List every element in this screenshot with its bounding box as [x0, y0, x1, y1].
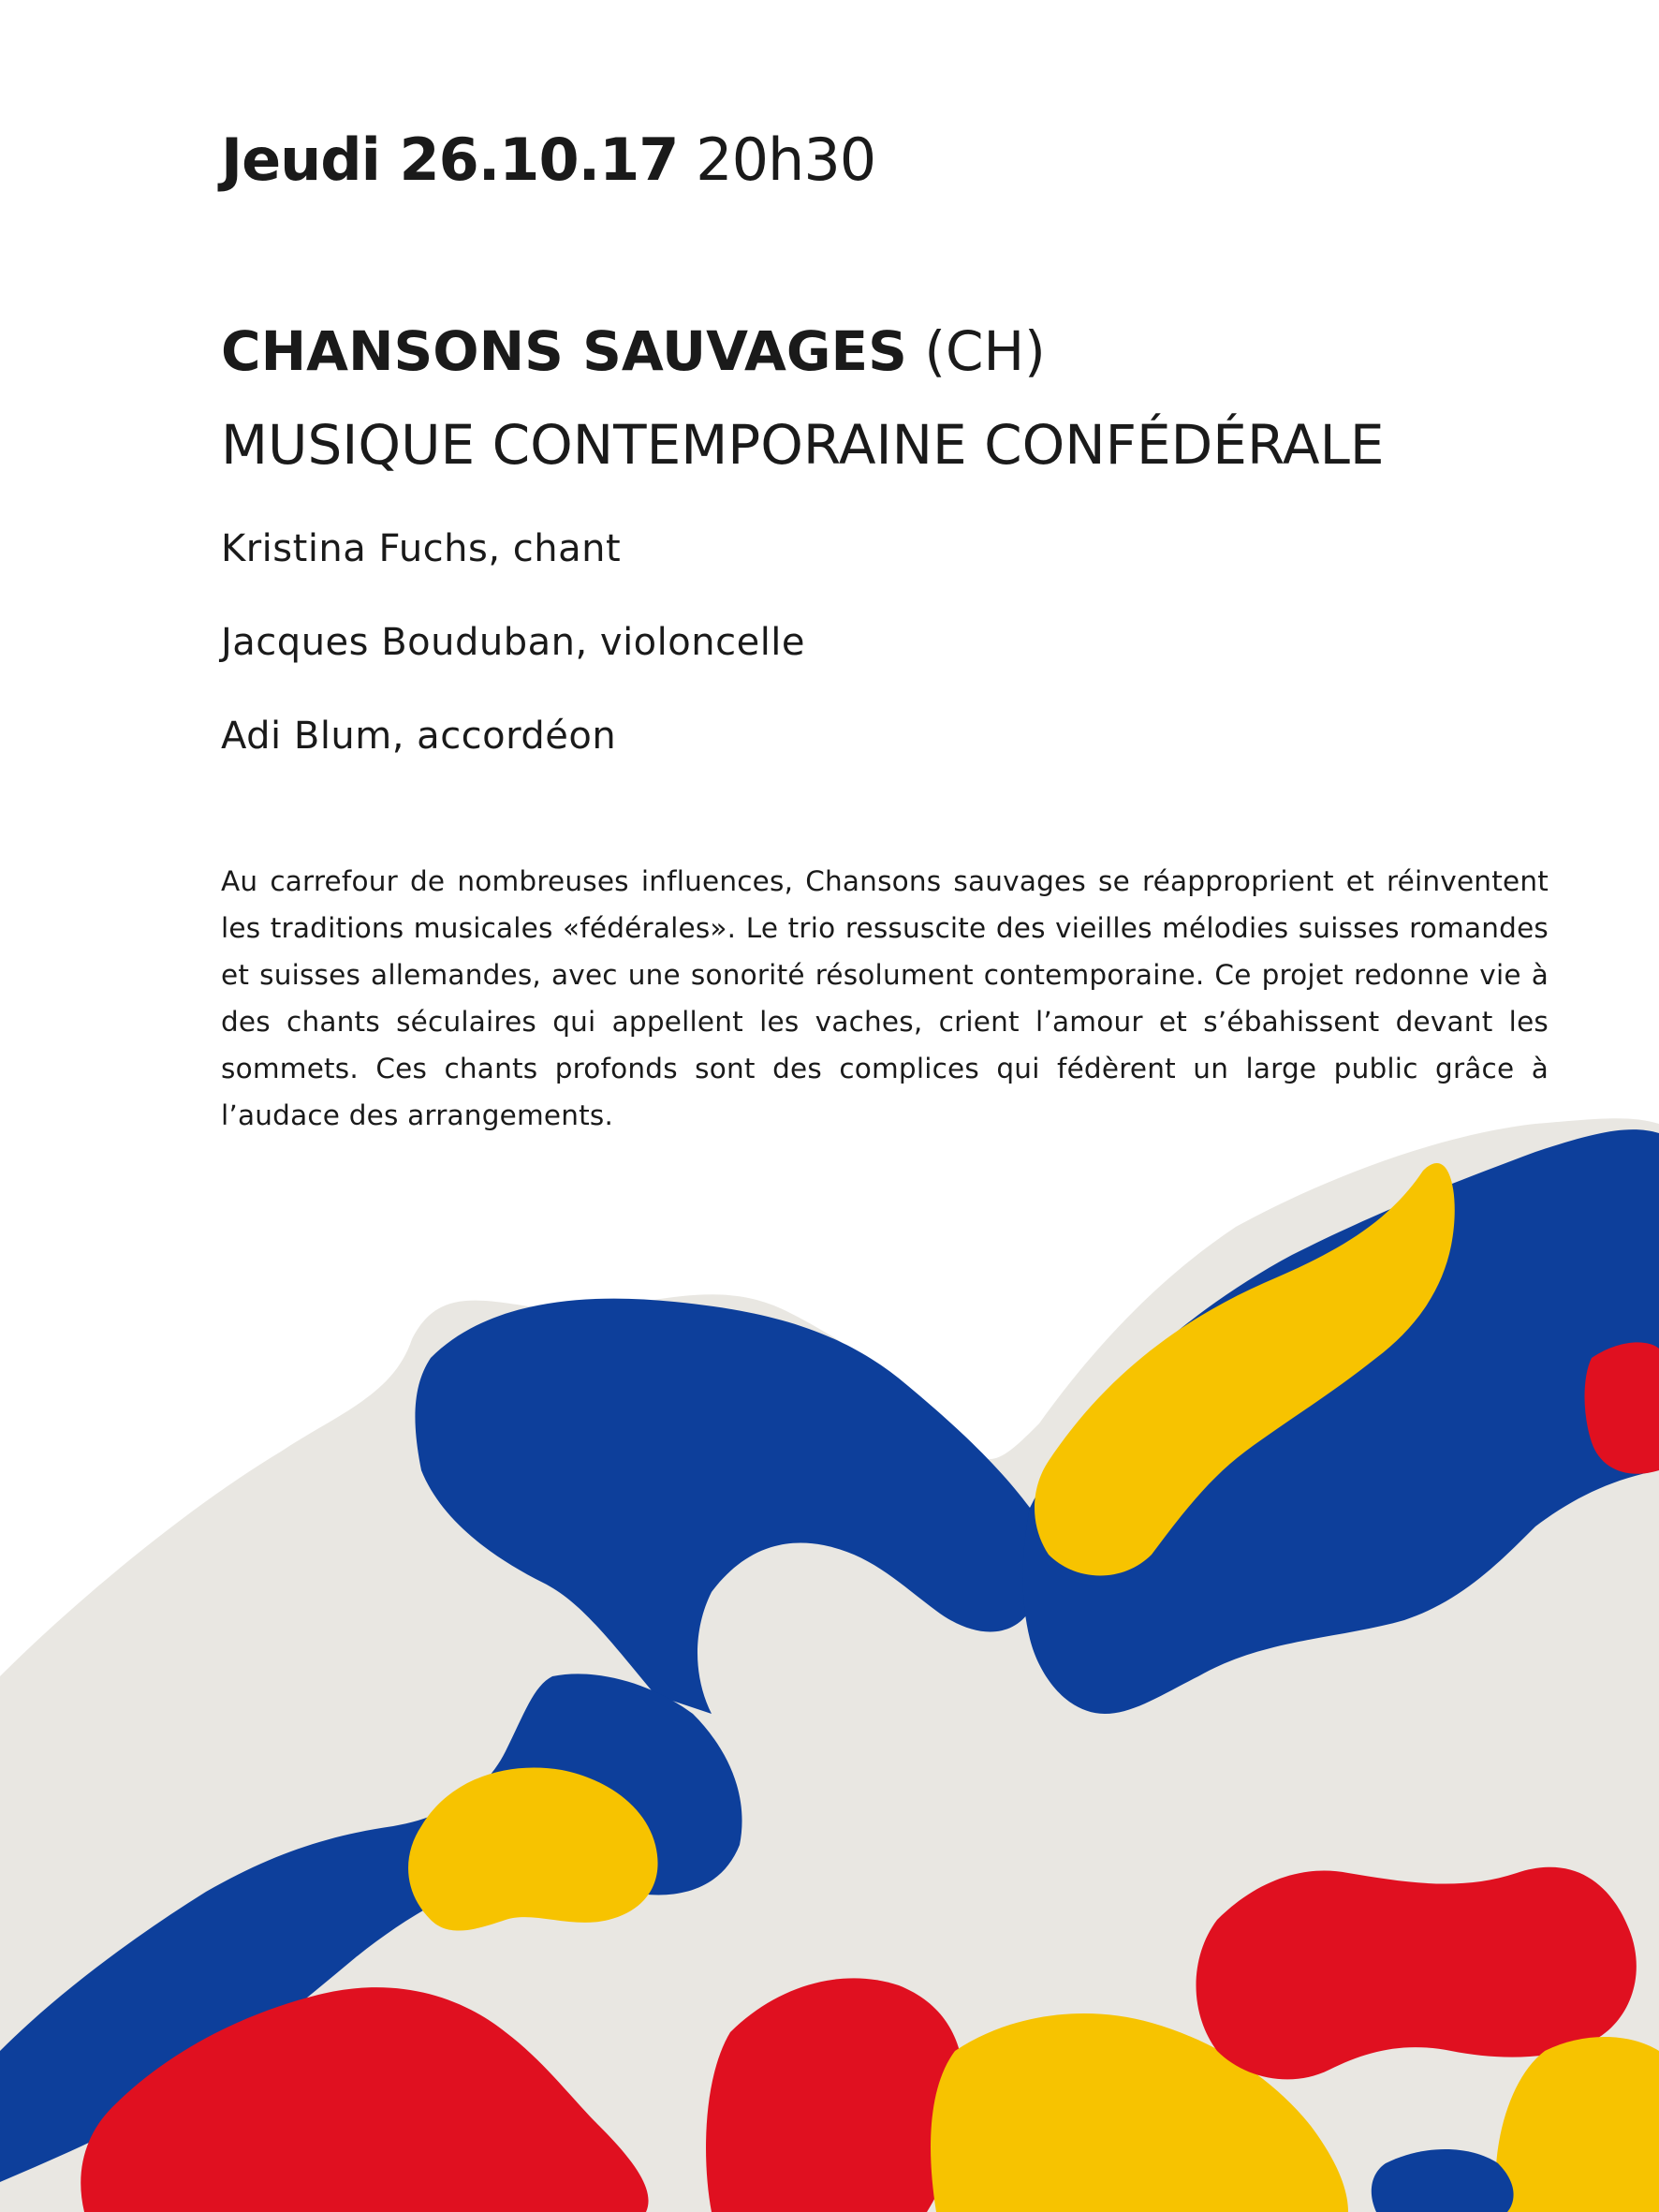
event-title [221, 319, 1046, 383]
ensemble-name: CHANSONS SAUVAGES [221, 319, 907, 383]
event-subtitle: MUSIQUE CONTEMPORAINE CONFÉDÉRALE [221, 413, 1385, 477]
abstract-paint-artwork [0, 1114, 1659, 2212]
event-time: 20h30 [696, 125, 876, 194]
event-date-line [221, 125, 876, 194]
performer-1: Kristina Fuchs, chant [221, 527, 622, 570]
event-date: Jeudi 26.10.17 [221, 125, 679, 194]
performer-3: Adi Blum, accordéon [221, 715, 617, 758]
performer-2: Jacques Bouduban, violoncelle [221, 621, 806, 664]
country-code: (CH) [924, 319, 1046, 383]
event-description: Au carrefour de nombreuses influences, Chansons sauvages se réapproprient et réinventent les traditions musicales «fédérales». Le trio ressuscite des vieilles mélodies suisses romandes et suisses allemandes, avec une sonorité résolument contemporaine. Ce projet redonne vie à des chants séculaires qui appellent les vaches, crient l’amour et s’ébahissent devant les sommets. Ces chants profonds sont des complices qui fédèrent un large public grâce à l’audace des arrangements. [221, 865, 1549, 1131]
